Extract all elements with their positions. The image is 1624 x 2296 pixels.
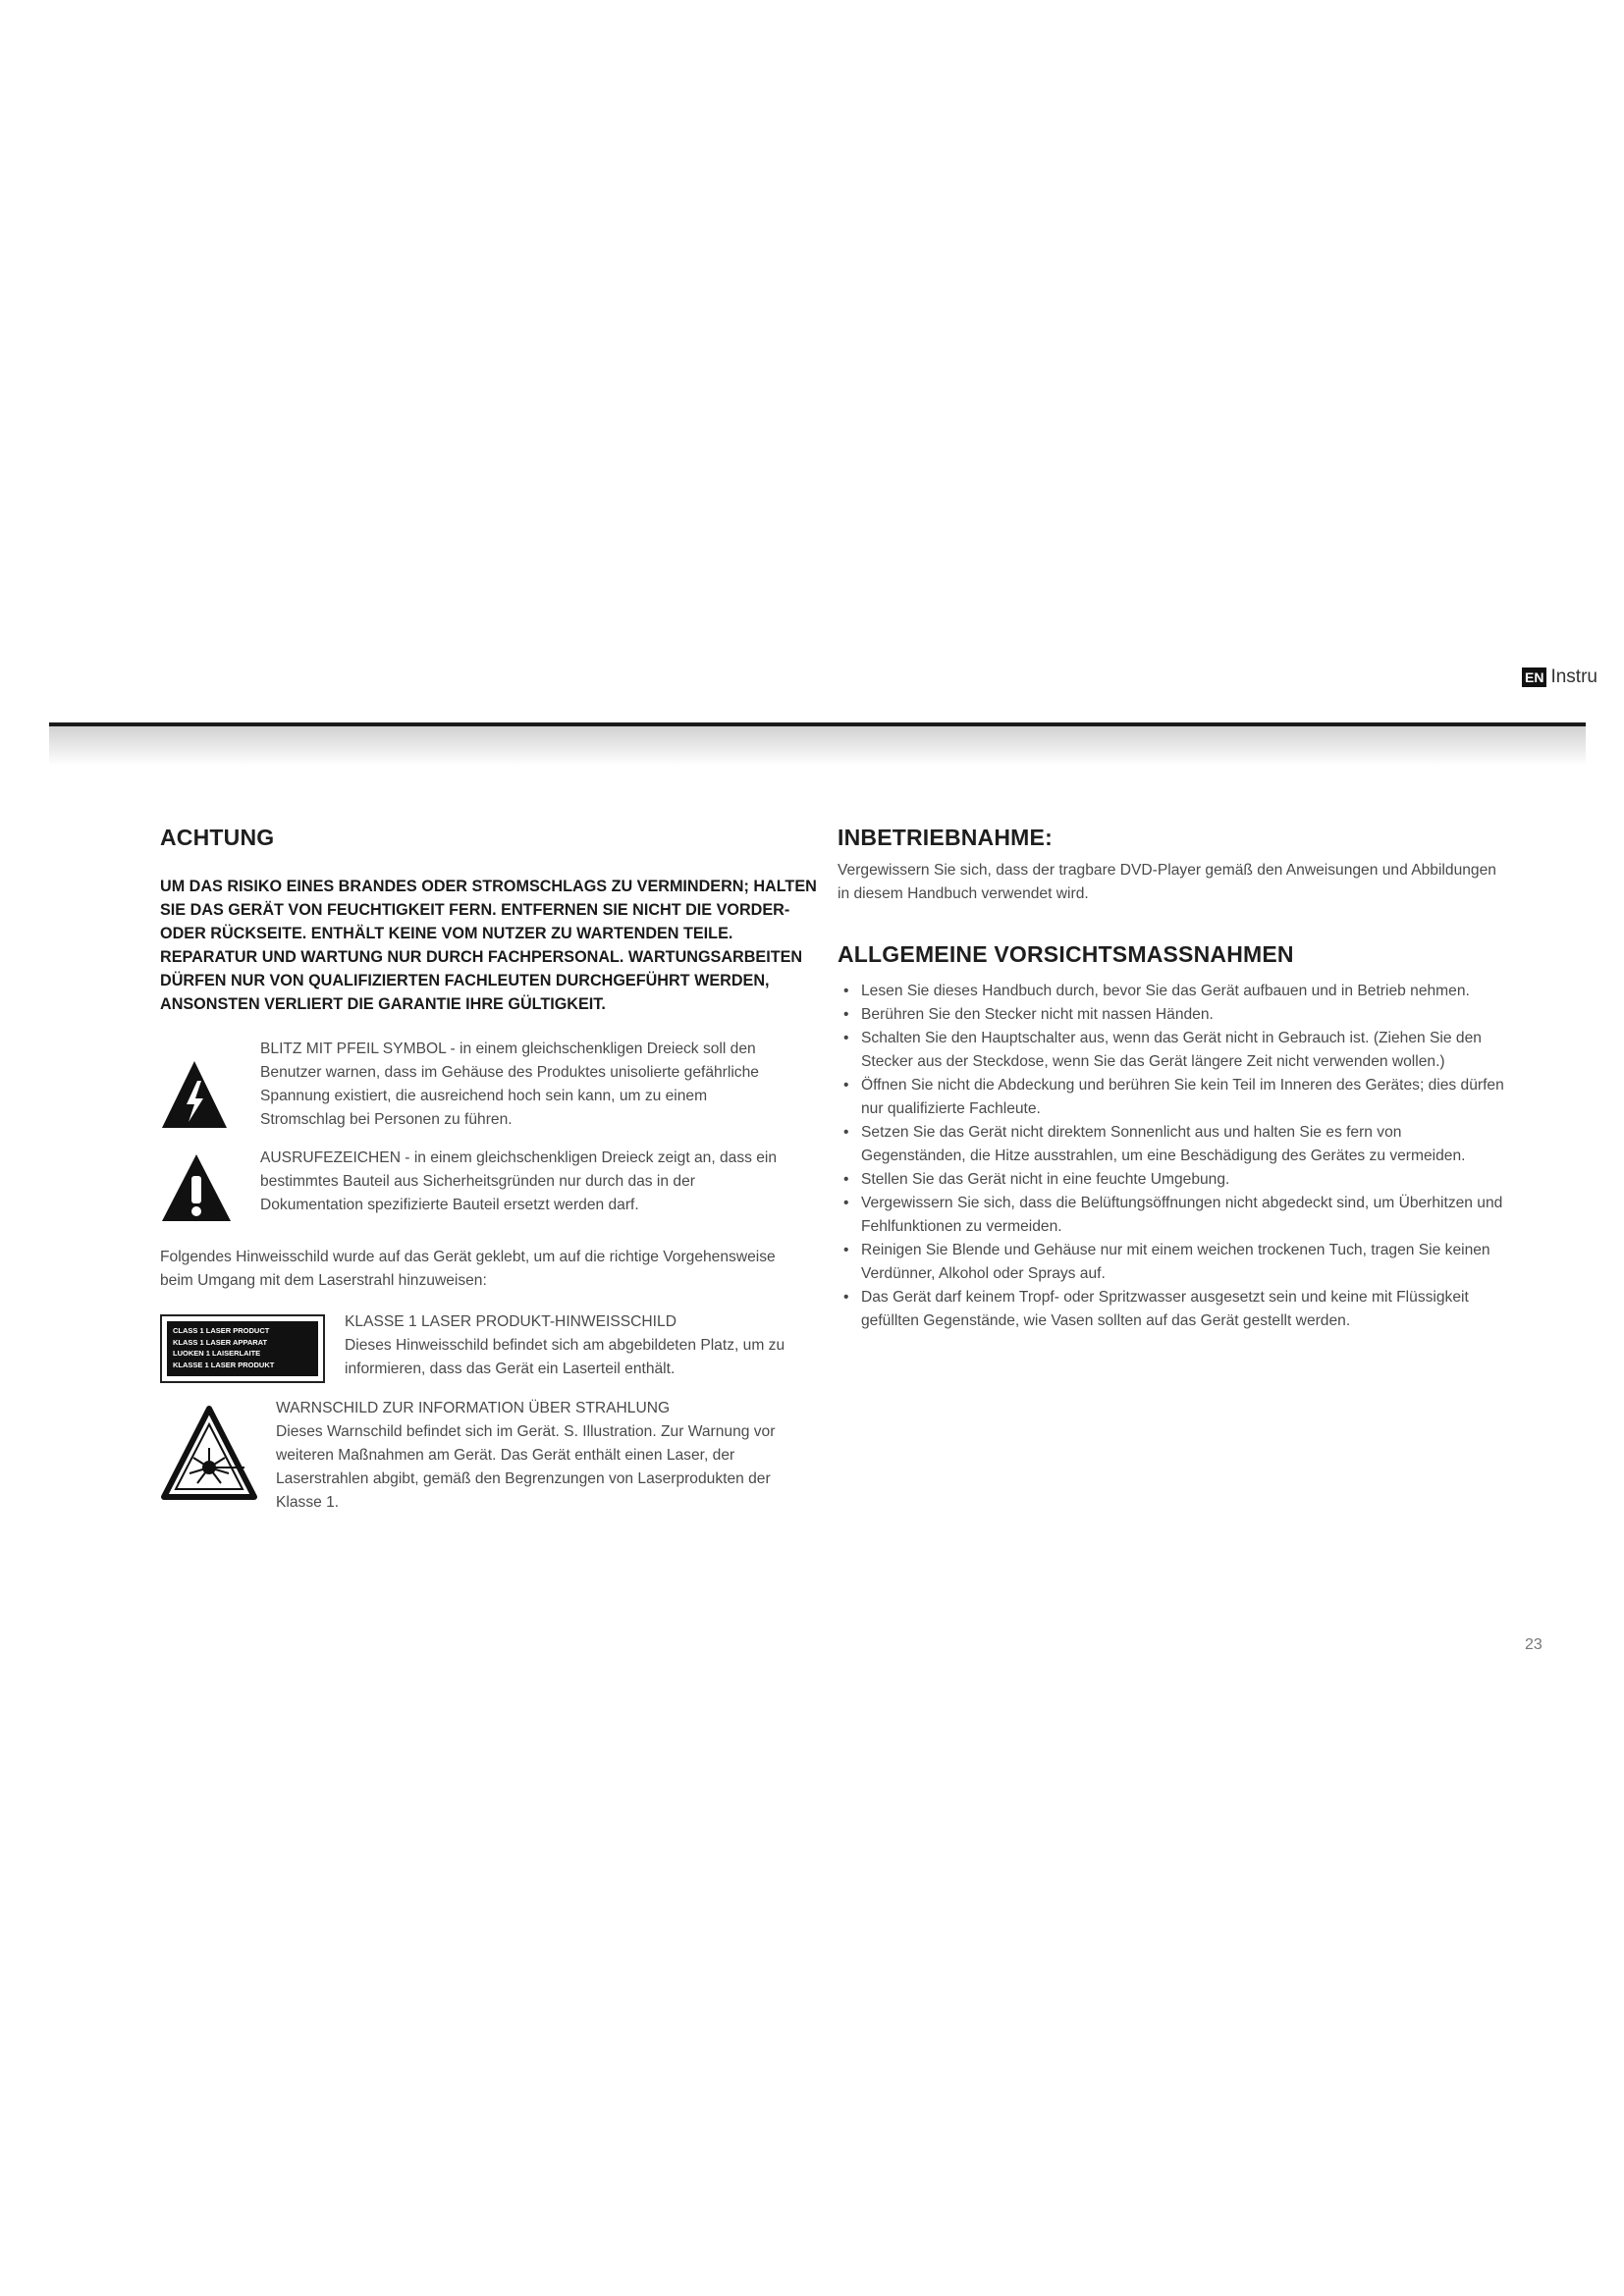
header-shadow (49, 726, 1586, 766)
radiation-title: WARNSCHILD ZUR INFORMATION ÜBER STRAHLUNG (276, 1400, 671, 1416)
laser-intro: Folgendes Hinweisschild wurde auf das Gerät geklebt, um auf die richtige Vorgehensweise beim Umgang mit dem Laserstrahl hinzuweisen: (160, 1249, 776, 1289)
laser-radiation-icon (160, 1397, 276, 1508)
warning-paragraph: UM DAS RISIKO EINES BRANDES ODER STROMSCHLAGS ZU VERMINDERN; HALTEN SIE DAS GERÄT VON FEUCHTIGKEIT FERN. ENTFERNEN SIE NICHT DIE VORDER- ODER RÜCKSEITE. ENTHÄLT KEINE VOM NUTZER ZU WARTENDEN TEILE. REPARATUR UND WARTUNG NUR DURCH FACHPERSONAL. WARTUNGSARBEITEN DÜRFEN NUR VON QUALIFIZIERTEN FACHLEUTEN DURCHGEFÜHRT WERDEN, ANSONSTEN VERLIERT DIE GARANTIE IHRE GÜLTIGKEIT. (160, 878, 817, 1013)
list-item: • Öffnen Sie nicht die Abdeckung und berühren Sie kein Teil im Inneren des Gerätes; dies dürfen nur qualifizierte Fachleute. (838, 1074, 1505, 1121)
laser-label-line: CLASS 1 LASER PRODUCT (173, 1326, 270, 1335)
laser-label-title: KLASSE 1 LASER PRODUKT-HINWEISSCHILD (345, 1313, 677, 1330)
lightning-symbol-row (160, 1038, 828, 1135)
list-item: • Berühren Sie den Stecker nicht mit nassen Händen. (838, 1003, 1505, 1027)
precautions-heading: ALLGEMEINE VORSICHTSMASSNAHMEN (838, 941, 1294, 967)
laser-label-line: KLASSE 1 LASER PRODUKT (173, 1360, 275, 1369)
list-item: • Vergewissern Sie sich, dass die Belüftungsöffnungen nicht abgedeckt sind, um Überhitzen und Fehlfunktionen zu vermeiden. (838, 1192, 1505, 1239)
page-number: 23 (1525, 1636, 1543, 1653)
laser-label-line: LUOKEN 1 LAISERLAITE (173, 1349, 261, 1358)
exclamation-symbol-row (160, 1147, 828, 1228)
list-item: • Das Gerät darf keinem Tropf- oder Spritzwasser ausgesetzt sein und keine mit Flüssigkeit gefüllten Gegenstände, wie Vasen sollten auf das Gerät gestellt werden. (838, 1286, 1505, 1333)
achtung-heading: ACHTUNG (160, 825, 275, 850)
list-item: • Reinigen Sie Blende und Gehäuse nur mit einem weichen trockenen Tuch, tragen Sie keinen Verdünner, Alkohol oder Sprays auf. (838, 1239, 1505, 1286)
section-header (1522, 667, 1597, 688)
list-item: • Schalten Sie den Hauptschalter aus, wenn das Gerät nicht in Gebrauch ist. (Ziehen Sie den Stecker aus der Steckdose, wenn Sie das Gerät längere Zeit nicht verwenden wollen.) (838, 1027, 1505, 1074)
laser-product-label (160, 1310, 345, 1383)
radiation-description: Dieses Warnschild befindet sich im Gerät. S. Illustration. Zur Warnung vor weiteren Maßnahmen am Gerät. Das Gerät enthält einen Laser, der Laserstrahlen abgibt, gemäß den Begrenzungen von Laserprodukten der Klasse 1. (276, 1423, 776, 1511)
laser-label-description: Dieses Hinweisschild befindet sich am abgebildeten Platz, um zu informieren, dass das Gerät ein Laserteil enthält. (345, 1337, 785, 1377)
list-item: • Stellen Sie das Gerät nicht in eine feuchte Umgebung. (838, 1168, 1505, 1192)
list-item: • Setzen Sie das Gerät nicht direktem Sonnenlicht aus und halten Sie es fern von Gegenständen, die Hitze ausstrahlen, um eine Beschädigung des Gerätes zu vermeiden. (838, 1121, 1505, 1168)
laser-label-info (345, 1310, 796, 1381)
lightning-description: BLITZ MIT PFEIL SYMBOL - in einem gleichschenkligen Dreieck soll den Benutzer warnen, dass im Gehäuse des Produktes unisolierte gefährliche Spannung existiert, die ausreichend hoch sein kann, um zu einem Stromschlag bei Personen zu führen. (260, 1041, 759, 1128)
radiation-info (276, 1397, 811, 1515)
setup-text: Vergewissern Sie sich, dass der tragbare DVD-Player gemäß den Anweisungen und Abbildungen in diesem Handbuch verwendet wird. (838, 862, 1496, 902)
precautions-list (838, 980, 1505, 1333)
setup-heading: INBETRIEBNAHME: (838, 825, 1053, 850)
exclamation-triangle-icon (160, 1147, 260, 1228)
exclamation-description: AUSRUFEZEICHEN - in einem gleichschenkligen Dreieck zeigt an, dass ein bestimmtes Bauteil aus Sicherheitsgründen nur durch das in der Dokumentation spezifizierte Bauteil ersetzt werden darf. (260, 1149, 778, 1213)
list-item: • Lesen Sie dieses Handbuch durch, bevor Sie das Gerät aufbauen und in Betrieb nehmen. (838, 980, 1505, 1003)
radiation-symbol-row (160, 1397, 828, 1515)
language-badge: EN (1522, 667, 1546, 687)
section-label: Instru (1550, 667, 1597, 687)
left-column (160, 825, 828, 1515)
lightning-triangle-icon (160, 1038, 260, 1135)
laser-label-text-block (167, 1321, 318, 1376)
laser-label-line: KLASS 1 LASER APPARAT (173, 1337, 268, 1347)
right-column (838, 825, 1505, 1333)
laser-label-row (160, 1310, 828, 1383)
